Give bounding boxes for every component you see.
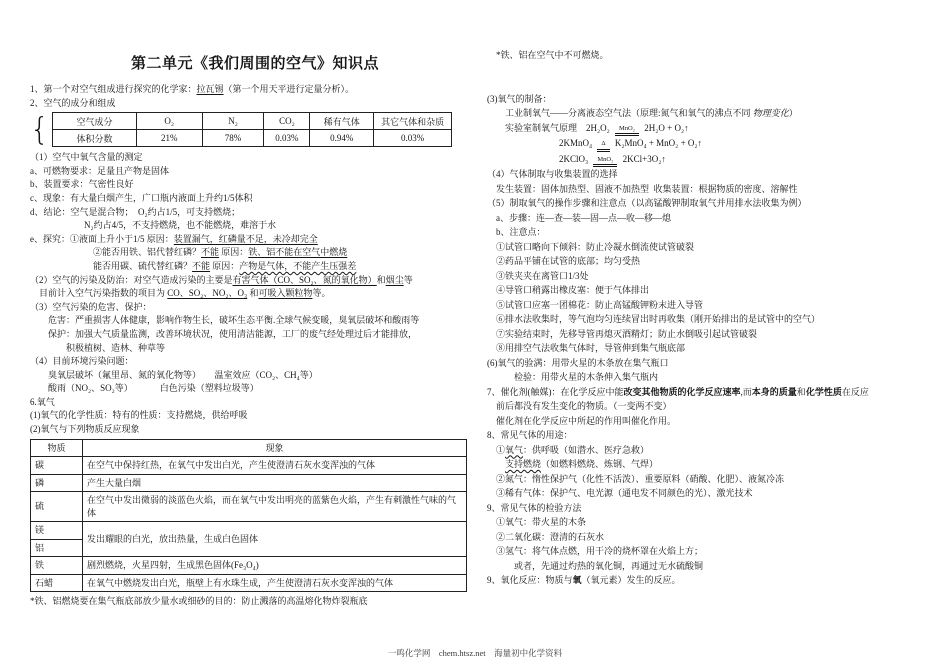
text-segment: 化学性质 <box>805 386 842 397</box>
text-segment: 不能 <box>201 247 220 258</box>
text-line <box>30 287 480 301</box>
text-segment: 检验：用带火星的木条伸入集气瓶内 <box>514 372 659 382</box>
substance-cell: 石蜡 <box>31 574 83 592</box>
left-brace-decoration: { <box>30 111 50 149</box>
air-table-cell: O₂ <box>136 113 202 130</box>
text-line <box>30 314 480 328</box>
text-line <box>30 409 480 423</box>
text-line <box>487 63 939 78</box>
text-line <box>30 382 480 396</box>
table-row <box>31 474 467 492</box>
text-line <box>30 342 480 356</box>
text-line <box>30 369 480 383</box>
text-segment: 有害气体（CO、SO₂、氮的氧化物） <box>232 274 377 285</box>
text-segment: 装置漏气，红磷量不足，未冷却完全 <box>173 233 318 244</box>
text-segment: ⑤试管口应塞一团棉花：防止高锰酸钾粉末进入导管 <box>496 299 704 310</box>
air-table-cell: 78% <box>202 130 264 147</box>
text-segment: （3）空气污染的危害、保护： <box>30 301 152 312</box>
text-segment: b、装置要求：气密性良好 <box>30 179 134 190</box>
text-line <box>487 225 939 240</box>
text-segment: 危害：严重损害人体健康，影响作物生长，破坏生态平衡.全球气候变暖，臭氧层破坏和酸雨等 <box>48 315 420 326</box>
text-line <box>30 274 480 288</box>
text-line <box>30 396 480 410</box>
text-line <box>487 457 939 472</box>
phenomenon-cell: 在空气中发出微弱的淡蓝色火焰，而在氧气中发出明亮的蓝紫色火焰，产生有刺激性气味的气体 <box>83 492 467 522</box>
text-segment: ⑦实验结束时，先移导管再熄灭酒精灯；防止水倒吸引起试管破裂 <box>496 328 758 339</box>
phenomenon-header: 现象 <box>83 439 467 457</box>
substance-cell: 碳 <box>31 457 83 475</box>
text-segment: 可吸入颗粒物 <box>258 288 313 299</box>
text-segment: 和 <box>376 274 386 285</box>
air-table-cell: N₂ <box>202 113 264 130</box>
text-segment: （4）气体制取与收集装置的选择 <box>487 169 618 179</box>
reaction-table-header-row <box>31 439 467 457</box>
text-segment: 臭氧层破坏（氟里昂、氮的氧化物等） 温室效应（CO₂、CH₄等） <box>48 369 318 380</box>
text-segment: 1、第一个对空气组成进行探究的化学家： <box>30 84 197 94</box>
text-segment: 发生装置：固体加热型、固液不加热型 收集装置：根据物质的密度、溶解性 <box>496 183 798 194</box>
text-line <box>487 414 939 429</box>
text-segment: 原因： <box>210 260 240 271</box>
air-table-cell: 0.94% <box>310 130 374 147</box>
text-segment: （5）制取氧气的操作步骤和注意点（以高锰酸钾制取氧气并用排水法收集为例） <box>487 198 807 208</box>
text-segment: 7、催化剂(触媒)：在化学反应中能 <box>487 386 624 397</box>
text-line <box>487 385 939 400</box>
text-segment: ） <box>788 108 798 118</box>
text-line <box>487 486 939 501</box>
text-segment: 8、常见气体的用途： <box>487 430 573 440</box>
air-table-row <box>53 130 452 147</box>
text-segment: ①氧气：带火星的木条 <box>496 517 587 527</box>
text-line <box>30 233 480 247</box>
text-segment: 氧 <box>572 575 582 585</box>
text-line <box>30 595 480 609</box>
text-line <box>487 92 939 107</box>
text-segment: 改变其他物质的化学反应速率 <box>623 386 741 397</box>
text-segment: ②能否用铁、铝代替红磷？ <box>93 247 202 258</box>
text-line <box>487 254 939 269</box>
text-segment: (3)氧气的制备： <box>487 93 552 104</box>
text-line <box>30 192 480 206</box>
air-table-cell: 稀有气体 <box>310 113 374 130</box>
text-segment: 等。 <box>312 288 331 299</box>
oxygen-reaction-table <box>30 439 467 593</box>
text-segment: K₂MnO₄ + MnO₂ + O₂↑ <box>612 138 703 148</box>
table-row <box>31 492 467 522</box>
air-table-cell: 21% <box>136 130 202 147</box>
text-segment: 产物是气体，不能产生压强差 <box>239 260 357 271</box>
text-line <box>487 472 939 487</box>
table-footnote <box>30 595 480 609</box>
text-segment: ③铁夹夹在离管口1/3处 <box>496 270 589 281</box>
text-segment: ③氢气：将气体点燃，用干冷的烧杯罩在火焰上方； <box>496 546 704 556</box>
text-segment: 2、空气的成分和组成 <box>30 97 116 108</box>
text-line <box>487 48 939 63</box>
text-line <box>30 260 480 274</box>
text-segment: ①试管口略向下倾斜：防止冷凝水倒流使试管破裂 <box>496 241 695 252</box>
text-line <box>487 530 939 545</box>
text-segment: (1)氧气的化学性质：特有的性质：支持燃烧，供给呼吸 <box>30 410 248 421</box>
text-segment: 9、氧化反应：物质与 <box>487 575 573 585</box>
text-line <box>487 501 939 516</box>
text-segment: 6.氧气 <box>30 396 55 407</box>
oxygen-knowledge-lines <box>30 151 480 436</box>
left-column <box>30 50 480 609</box>
text-segment: (6)氧气的验满：用带火星的木条放在集气瓶口 <box>487 357 669 368</box>
text-segment: 和 <box>796 386 806 397</box>
substance-cell: 铝 <box>31 539 83 557</box>
text-line <box>30 328 480 342</box>
text-segment: 目前计入空气污染指数的项目为 <box>39 288 168 299</box>
table-row <box>31 457 467 475</box>
text-segment: ③稀有气体：保护气、电光源（通电发不同颜色的光）、激光技术 <box>496 488 753 498</box>
text-segment: （第一个用天平进行定量分析）。 <box>223 84 355 94</box>
text-segment: (2)氧气与下列物质反应现象 <box>30 424 140 435</box>
text-segment: ②氮气：惰性保护气（化性不活泼）、重要原料（硝酸、化肥）、液氮冷冻 <box>496 473 785 484</box>
text-line <box>487 240 939 255</box>
phenomenon-cell: 剧烈燃烧，火星四射，生成黑色固体(Fe₃O₄) <box>83 557 467 575</box>
text-line <box>30 423 480 437</box>
text-line <box>487 341 939 356</box>
text-segment: e、探究：①液面上升小于1/5 原因： <box>30 233 174 244</box>
text-line <box>487 269 939 284</box>
text-line <box>30 219 480 233</box>
text-segment: 在反应 <box>841 386 869 397</box>
text-line <box>487 559 939 574</box>
text-line <box>30 178 480 192</box>
text-segment: （氧元素）发生的反应。 <box>581 575 681 585</box>
text-line <box>487 152 939 168</box>
text-line <box>487 370 939 385</box>
right-column <box>487 48 939 588</box>
table-row <box>31 522 467 540</box>
text-segment: 2H₂O + O₂↑ <box>642 122 689 133</box>
text-segment: 工业制氧气——分离液态空气法（原理:氮气和氧气的沸点不同 <box>505 108 753 118</box>
reaction-condition: Δ <box>597 141 609 152</box>
text-line <box>487 106 939 121</box>
text-segment: CO、SO₂、NO₂、O₃ <box>167 288 248 299</box>
text-segment: （1）空气中氧气含量的测定 <box>30 152 143 163</box>
text-segment: 催化剂在化学反应中所起的作用叫催化作用。 <box>496 415 677 426</box>
text-line <box>487 356 939 371</box>
substance-cell: 铁 <box>31 557 83 575</box>
substance-cell: 磷 <box>31 474 83 492</box>
text-segment: 等 <box>403 274 413 285</box>
text-line <box>487 136 939 152</box>
reaction-condition: MnO₂ <box>593 157 617 168</box>
page-footer: 一鸣化学网 chem.htsz.net 海量初中化学资料 <box>387 648 563 658</box>
text-line <box>30 97 480 111</box>
text-segment: 不能 <box>192 260 211 271</box>
intro-lines <box>30 83 480 110</box>
table-row <box>31 574 467 592</box>
text-segment: 和 <box>247 288 259 299</box>
text-segment: ⑧用排空气法收集气体时，导管伸到集气瓶底部 <box>496 343 686 353</box>
text-segment: ,而 <box>740 386 752 397</box>
text-line <box>487 283 939 298</box>
text-line <box>30 83 480 97</box>
air-table-cell: 空气成分 <box>53 113 137 130</box>
text-line <box>30 355 480 369</box>
substance-cell: 镁 <box>31 522 83 540</box>
text-line <box>487 515 939 530</box>
text-segment: （4）目前环境污染问题： <box>30 356 134 367</box>
text-segment: 本身的质量 <box>751 386 797 397</box>
text-segment: ：供呼吸（如潜水、医疗急救） <box>523 444 650 455</box>
table-row <box>31 557 467 575</box>
substance-cell: 硫 <box>31 492 83 522</box>
text-segment: ④导管口稍露出橡皮塞：便于气体排出 <box>496 285 650 295</box>
text-segment: N₂约占4/5，不支持燃烧，也不能燃烧，难溶于水 <box>84 220 277 231</box>
text-line <box>487 121 939 137</box>
air-table-row <box>53 113 452 130</box>
text-line <box>487 544 939 559</box>
text-segment: 支持燃烧 <box>505 459 542 469</box>
text-segment: 实验室制氧气原理 2H₂O₂ <box>505 122 613 133</box>
page-title: 第二单元《我们周围的空气》知识点 <box>130 56 379 72</box>
right-lines <box>487 48 939 588</box>
text-line <box>487 443 939 458</box>
air-table-cell: 0.03% <box>374 130 452 147</box>
text-segment: 铁、铝不能在空气中燃烧 <box>248 247 348 258</box>
text-line <box>487 211 939 226</box>
text-line <box>487 312 939 327</box>
text-line <box>487 399 939 414</box>
text-segment: （2）空气的污染及防治：对空气造成污染的主要是 <box>30 274 233 285</box>
phenomenon-cell: 发出耀眼的白光，放出热量，生成白色固体 <box>83 522 467 557</box>
text-segment: a、可燃物要求：足量且产物是固体 <box>30 165 169 176</box>
air-composition-table <box>52 112 452 147</box>
text-line <box>487 327 939 342</box>
text-segment: 原因： <box>219 247 249 258</box>
text-line <box>487 573 939 588</box>
air-table-cell: CO₂ <box>264 113 310 130</box>
text-segment: 2KCl+3O₂↑ <box>620 153 666 164</box>
text-segment: 或者，先通过灼热的氧化铜，再通过无水硫酸铜 <box>514 560 704 571</box>
text-segment: 前后都没有发生变化的物质。（一变两不变） <box>496 401 672 411</box>
text-line <box>487 77 939 92</box>
text-segment: d、结论：空气是混合物； O₂约占1/5，可支持燃烧； <box>30 206 241 217</box>
text-segment: 2KClO₃ <box>559 153 591 164</box>
text-segment: ① <box>496 444 506 455</box>
text-line <box>30 165 480 179</box>
text-segment: 保护：加强大气质量监测，改善环境状况，使用清洁能源，工厂的废气经处理过后才能排放， <box>48 328 418 339</box>
text-line <box>30 301 480 315</box>
text-segment: *铁、铝在空气中不可燃烧。 <box>496 50 609 60</box>
text-segment: 氧气 <box>505 444 524 455</box>
text-segment: 9、常见气体的检验方法 <box>487 502 582 513</box>
text-line <box>30 246 480 260</box>
text-segment: ②药品平铺在试管的底部；均匀受热 <box>496 256 641 266</box>
air-table-cell: 体积分数 <box>53 130 137 147</box>
text-segment: 积极植树、造林、种草等 <box>66 342 166 353</box>
text-line <box>30 151 480 165</box>
text-line <box>487 182 939 197</box>
text-segment: 物理变化 <box>752 108 789 118</box>
text-segment: a、步骤：连—查—装—固—点—收—移—熄 <box>496 212 671 223</box>
air-table-cell: 其它气体和杂质 <box>374 113 452 130</box>
text-segment: 能否用碳、硫代替红磷？ <box>93 260 193 271</box>
text-segment: c、现象：有大量白烟产生，广口瓶内液面上升约1/5体积 <box>30 192 253 203</box>
text-line <box>487 428 939 443</box>
text-segment: ⑥排水法收集时，等气泡均匀连续冒出时再收集（刚开始排出的是试管中的空气） <box>496 314 821 324</box>
substance-header: 物质 <box>31 439 83 457</box>
text-segment: 2KMnO₄ <box>559 138 595 148</box>
text-line <box>30 206 480 220</box>
phenomenon-cell: 产生大量白烟 <box>83 474 467 492</box>
text-segment: 拉瓦锡 <box>196 84 224 94</box>
text-segment: （如燃料燃烧、炼钢、气焊） <box>541 459 659 469</box>
text-segment: ②二氧化碳：澄清的石灰水 <box>496 531 605 542</box>
reaction-condition: MnO₂ <box>615 126 639 137</box>
text-line <box>487 196 939 211</box>
air-table-cell: 0.03% <box>264 130 310 147</box>
text-segment: 酸雨（NO₂、SO₂等） 白色污染（塑料垃圾等） <box>48 383 259 394</box>
phenomenon-cell: 在氧气中燃烧发出白光，瓶壁上有水珠生成，产生使澄清石灰水变浑浊的气体 <box>83 574 467 592</box>
air-composition-section <box>30 112 480 147</box>
text-segment: *铁、铝燃烧要在集气瓶底部放少量水或细砂的目的：防止溅落的高温熔化物炸裂瓶底 <box>30 596 368 607</box>
text-segment: 烟尘 <box>385 274 404 285</box>
text-line <box>487 167 939 182</box>
text-segment: b、注意点： <box>496 227 546 237</box>
phenomenon-cell: 在空气中保持红热，在氧气中发出白光，产生使澄清石灰水变浑浊的气体 <box>83 457 467 475</box>
text-line <box>487 298 939 313</box>
